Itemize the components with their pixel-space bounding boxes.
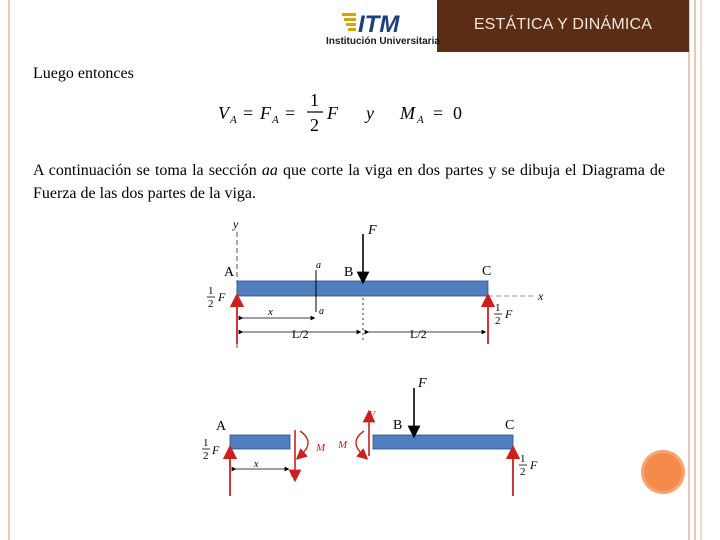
right-segment: [373, 435, 513, 449]
moment-left-arrow: [300, 431, 308, 456]
section-label-bottom: a: [319, 306, 324, 317]
point-c-label: C: [505, 418, 515, 433]
formula-force: F: [327, 103, 338, 123]
formula-eq2: =: [285, 103, 296, 123]
load-label: F: [418, 376, 427, 391]
reaction-c-num: 1: [495, 302, 501, 314]
full-beam-diagram: [207, 217, 544, 348]
shear-left-label: V: [289, 469, 296, 480]
point-a-label: A: [224, 265, 235, 280]
intro-text: Luego entonces: [33, 65, 134, 82]
formula-eq3: =: [433, 103, 444, 123]
segment-a-label: A: [216, 419, 227, 434]
formula-conj: y: [366, 103, 374, 123]
reaction-c-den: 2: [495, 315, 501, 327]
dimension-x-label: x: [254, 459, 259, 470]
moment-right-label: M: [338, 439, 348, 451]
formula-num: 1: [310, 90, 319, 110]
x-axis-label: x: [538, 289, 544, 303]
sectioned-beam-diagram: [202, 376, 538, 496]
formula-f-sub: A: [272, 114, 279, 126]
formula-v: V: [218, 103, 229, 123]
formula-f: F: [260, 103, 271, 123]
section-label-top: a: [316, 260, 321, 271]
logo-subtitle: Institución Universitaria: [326, 36, 440, 47]
formula-eq1: =: [243, 103, 254, 123]
point-b-label: B: [344, 265, 354, 280]
point-c-label: C: [482, 264, 492, 279]
reaction-a-num: 1: [208, 285, 214, 297]
formula-zero: 0: [453, 103, 462, 123]
shear-right-label: V: [369, 410, 376, 421]
paragraph-text: que corte la viga en dos partes y se dibuja el Diagrama de Fuerza de las dos partes de la viga.: [33, 162, 666, 202]
moment-right-arrow: [356, 431, 364, 456]
logo-text: ITM: [358, 11, 400, 38]
formula-m: M: [400, 103, 415, 123]
reaction-a-den: 2: [208, 298, 214, 310]
dimension-x-label: x: [268, 306, 273, 318]
reaction-c-den: 2: [520, 466, 526, 478]
beam: [237, 281, 488, 296]
load-label: F: [368, 223, 377, 238]
header-title: ESTÁTICA Y DINÁMICA: [473, 16, 653, 33]
reaction-c-force: F: [530, 458, 538, 472]
paragraph-section-name: aa: [261, 162, 278, 179]
left-segment: [230, 435, 290, 449]
paragraph-text: A continuación se toma la sección: [33, 162, 262, 179]
formula-den: 2: [310, 115, 319, 135]
moment-left-label: M: [316, 442, 326, 454]
point-b-label: B: [393, 418, 403, 433]
decorative-circle: [641, 450, 685, 494]
reaction-a-force: F: [212, 443, 220, 457]
dimension-l2-right-label: L/2: [410, 327, 427, 341]
reaction-c-force: F: [505, 307, 513, 321]
dimension-l2-left-label: L/2: [292, 327, 309, 341]
y-axis-label: y: [233, 217, 239, 231]
reaction-a-force: F: [218, 290, 226, 304]
reaction-a-num: 1: [203, 437, 209, 449]
reaction-a-den: 2: [203, 450, 209, 462]
reaction-c-num: 1: [520, 453, 526, 465]
formula-v-sub: A: [230, 114, 237, 126]
formula-m-sub: A: [417, 114, 424, 126]
